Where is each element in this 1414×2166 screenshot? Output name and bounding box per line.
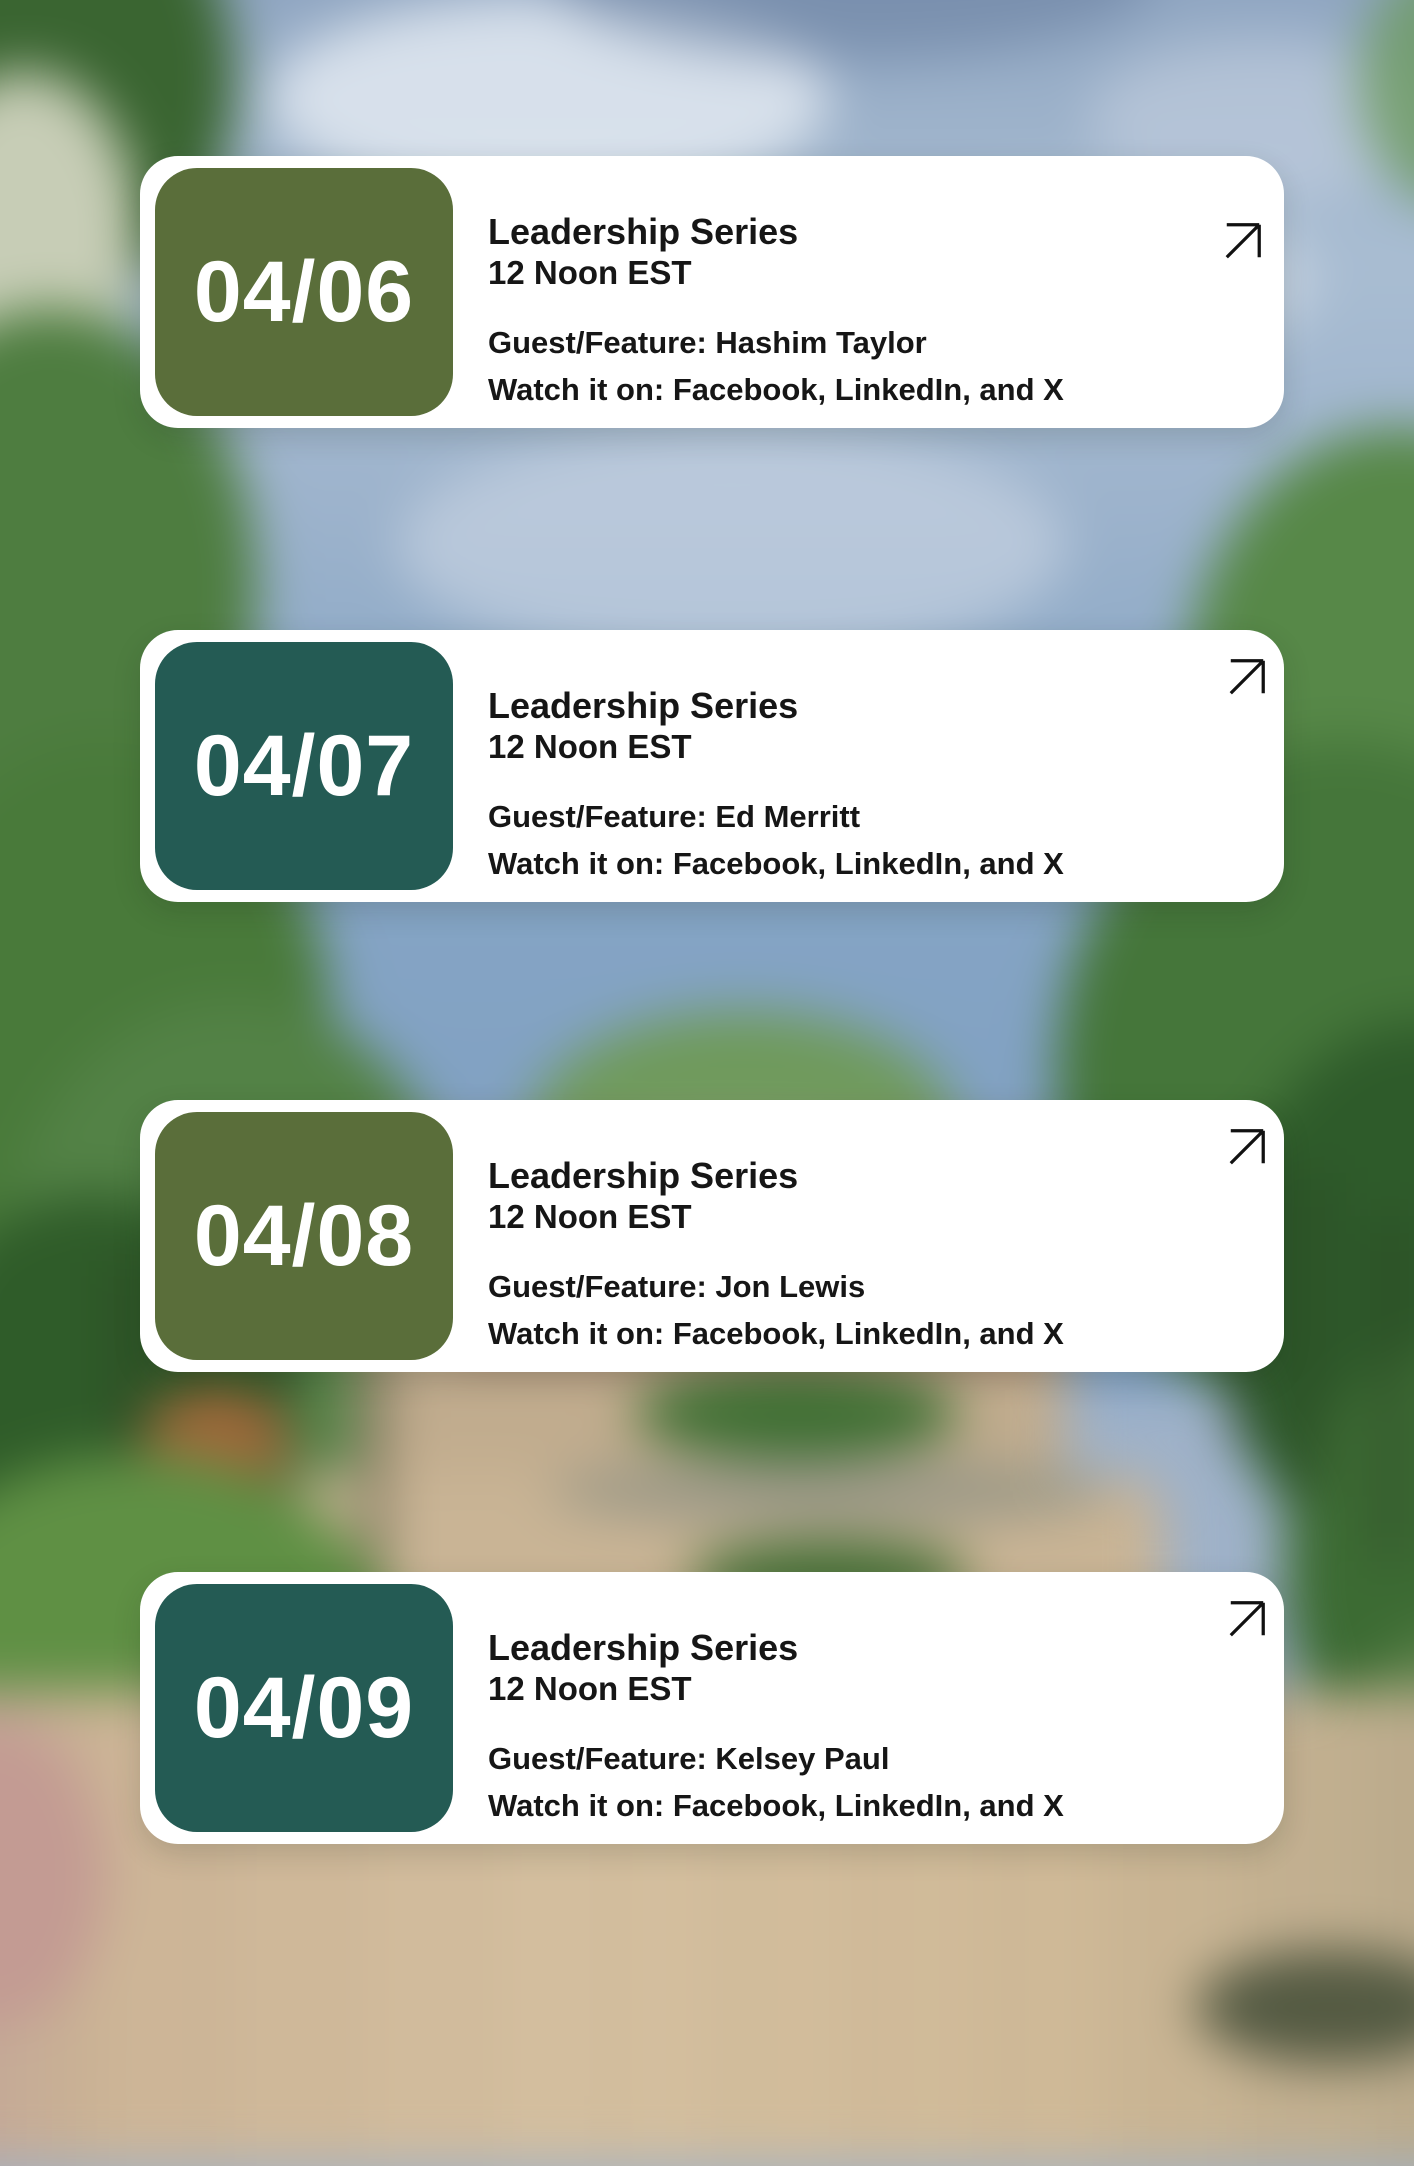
event-title: Leadership Series — [488, 1155, 799, 1196]
fence-post — [370, 1346, 381, 1605]
event-guest: Guest/Feature: Jon Lewis — [488, 1269, 866, 1304]
event-time: 12 Noon EST — [488, 728, 692, 765]
arrow-up-right-icon[interactable] — [1222, 220, 1264, 262]
event-platforms: Watch it on: Facebook, LinkedIn, and X — [488, 1788, 1064, 1823]
event-platforms: Watch it on: Facebook, LinkedIn, and X — [488, 846, 1064, 881]
bush — [635, 1367, 959, 1459]
event-guest: Guest/Feature: Ed Merritt — [488, 799, 861, 834]
event-card[interactable] — [140, 630, 1284, 902]
event-card[interactable] — [140, 1572, 1284, 1844]
event-details — [488, 1100, 1192, 1357]
event-title: Leadership Series — [488, 685, 799, 726]
event-card[interactable] — [140, 1100, 1284, 1372]
event-title: Leadership Series — [488, 1627, 799, 1668]
arrow-up-right-icon[interactable] — [1226, 1598, 1268, 1640]
date-block — [155, 168, 453, 416]
event-time: 12 Noon EST — [488, 1670, 692, 1707]
event-time: 12 Noon EST — [488, 1198, 692, 1235]
event-date: 04/07 — [193, 718, 415, 814]
event-title: Leadership Series — [488, 211, 799, 252]
event-details — [488, 1572, 1192, 1829]
event-meta — [488, 793, 1192, 887]
event-guest: Guest/Feature: Hashim Taylor — [488, 325, 927, 360]
event-platforms: Watch it on: Facebook, LinkedIn, and X — [488, 372, 1064, 407]
event-date: 04/08 — [193, 1188, 415, 1284]
event-meta — [488, 1263, 1192, 1357]
event-guest: Guest/Feature: Kelsey Paul — [488, 1741, 890, 1776]
date-block — [155, 1584, 453, 1832]
fence-post — [1385, 1216, 1396, 1562]
fence-post — [1306, 1173, 1316, 1497]
event-time: 12 Noon EST — [488, 254, 692, 291]
bush — [548, 1459, 1110, 1524]
event-card[interactable] — [140, 156, 1284, 428]
event-meta — [488, 1735, 1192, 1829]
date-block — [155, 642, 453, 890]
event-meta — [488, 319, 1192, 413]
fence-post — [122, 1259, 133, 1486]
event-details — [488, 630, 1192, 887]
arrow-up-right-icon[interactable] — [1226, 1126, 1268, 1168]
event-date: 04/06 — [193, 244, 415, 340]
date-block — [155, 1112, 453, 1360]
event-details — [488, 156, 1192, 413]
arrow-up-right-icon[interactable] — [1226, 656, 1268, 698]
event-platforms: Watch it on: Facebook, LinkedIn, and X — [488, 1316, 1064, 1351]
event-date: 04/09 — [193, 1660, 415, 1756]
